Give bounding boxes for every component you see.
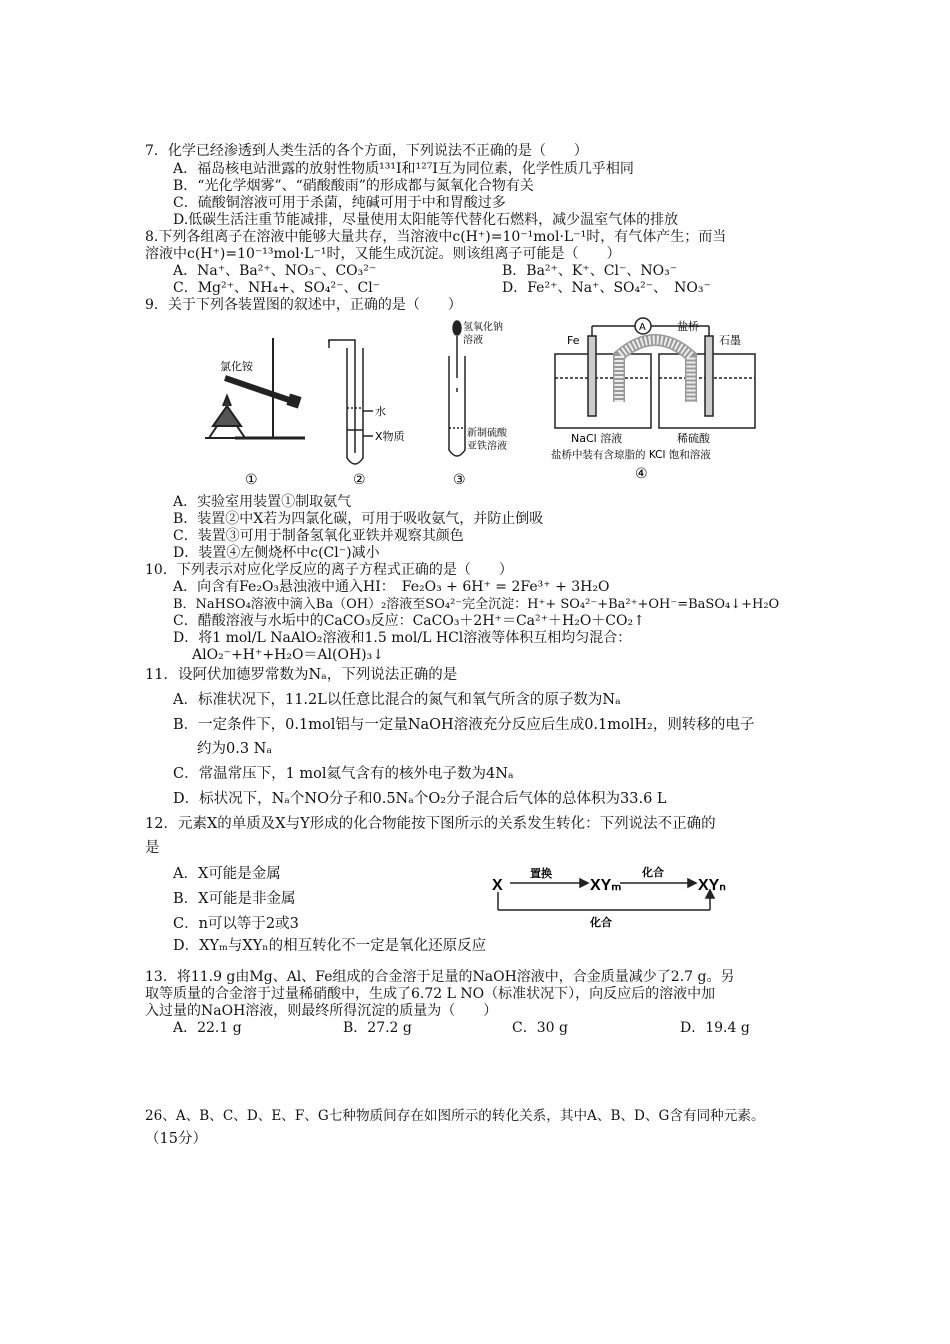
q13-option-c: C．30 g [512, 1020, 568, 1036]
q13-option-a: A．22.1 g [173, 1020, 242, 1036]
q12-option-b: B．X可能是非金属 [173, 891, 296, 907]
diagram-arrow-displacement: 置换 [530, 867, 552, 880]
label-n3: ③ [453, 472, 466, 488]
label-feso4-1: 新制硫酸 [467, 428, 507, 439]
label-n1: ① [245, 472, 258, 488]
q13-stem-line1: 13．将11.9 g由Mg、Al、Fe组成的合金溶于足量的NaOH溶液中，合金质量减少了2.7 g。另 [145, 969, 735, 985]
q12-conversion-diagram [490, 862, 750, 932]
q11-stem: 11．设阿伏加德罗常数为Nₐ，下列说法正确的是 [145, 667, 458, 683]
q13-option-b: B．27.2 g [343, 1020, 412, 1036]
q11-option-a: A．标准状况下，11.2L以任意比混合的氮气和氧气所含的原子数为Nₐ [173, 692, 621, 708]
label-nh4cl: 氯化铵 [220, 360, 253, 373]
caption-4: 盐桥中装有含琼脂的 KCl 饱和溶液 [551, 449, 711, 461]
q10-option-c: C．醋酸溶液与水垢中的CaCO₃反应：CaCO₃＋2H⁺＝Ca²⁺＋H₂O＋CO₂↑ [173, 613, 645, 629]
q7-option-a: A．福岛核电站泄露的放射性物质¹³¹I和¹²⁷I互为同位素，化学性质几乎相同 [173, 161, 634, 177]
q8-option-a: A．Na⁺、Ba²⁺、NO₃⁻、CO₃²⁻ [173, 263, 377, 279]
q10-option-a: A．向含有Fe₂O₃悬浊液中通入HI： Fe₂O₃ + 6H⁺ = 2Fe³⁺ + 3H₂O [173, 579, 610, 595]
q12-option-d: D．XYₘ与XYₙ的相互转化不一定是氧化还原反应 [173, 938, 487, 954]
q9-option-d: D．装置④左侧烧杯中c(Cl⁻)减小 [173, 545, 380, 561]
q8-option-c: C．Mg²⁺、NH₄+、SO₄²⁻、Cl⁻ [173, 280, 381, 296]
q9-option-a: A．实验室用装置①制取氨气 [173, 494, 352, 510]
diagram-xyn: XYₙ [698, 877, 726, 894]
q7-option-d: D.低碳生活注重节能减排，尽量使用太阳能等代替化石燃料，减少温室气体的排放 [173, 212, 679, 228]
label-graphite: 石墨 [719, 334, 741, 347]
diagram-xym: XYₘ [590, 877, 622, 894]
q9-option-c: C．装置③可用于制备氢氧化亚铁并观察其颜色 [173, 528, 464, 544]
q12-option-c: C．n可以等于2或3 [173, 916, 299, 932]
q11-option-c: C．常温常压下，1 mol氦气含有的核外电子数为4Nₐ [173, 766, 514, 782]
q10-option-b: B．NaHSO₄溶液中滴入Ba（OH）₂溶液至SO₄²⁻完全沉淀：H⁺+ SO₄²⁻+Ba²⁺+OH⁻=BaSO₄↓+H₂O [173, 597, 780, 612]
diagram-arrow-combination-2: 化合 [590, 916, 612, 929]
label-ammeter: A [639, 322, 646, 333]
q9-stem: 9．关于下列各装置图的叙述中，正确的是（ ） [145, 297, 462, 313]
q7-stem: 7．化学已经渗透到人类生活的各个方面，下列说法不正确的是（ ） [145, 143, 588, 159]
q9-apparatus-figure [195, 318, 741, 488]
label-salt-bridge: 盐桥 [677, 320, 699, 333]
q10-option-d-line1: D．将1 mol/L NaAlO₂溶液和1.5 mol/L HCl溶液等体积互相均匀混合： [173, 630, 632, 646]
q11-option-b-line2: 约为0.3 Nₐ [197, 741, 272, 757]
q8-stem-line1: 8.下列各组离子在溶液中能够大量共存，当溶液中c(H⁺)=10⁻¹mol·L⁻¹时，有气体产生；而当 [145, 229, 727, 245]
q10-option-d-line2: AlO₂⁻+H⁺+H₂O＝Al(OH)₃↓ [192, 647, 384, 663]
q13-option-d: D．19.4 g [680, 1020, 750, 1036]
label-feso4-2: 亚铁溶液 [467, 441, 507, 452]
label-fe: Fe [567, 334, 580, 347]
q26-stem-line1: 26、A、B、C、D、E、F、G七种物质间存在如图所示的转化关系，其中A、B、D、G含有同种元素。 [145, 1108, 765, 1124]
label-x-substance: X物质 [375, 430, 405, 443]
q12-option-a: A．X可能是金属 [173, 866, 281, 882]
q13-stem-line3: 入过量的NaOH溶液，则最终所得沉淀的质量为（ ） [145, 1003, 498, 1019]
diagram-x: X [492, 877, 503, 894]
q9-option-b: B．装置②中X若为四氯化碳，可用于吸收氨气，并防止倒吸 [173, 511, 544, 527]
label-n2: ② [353, 472, 366, 488]
q11-option-b-line1: B．一定条件下，0.1mol铝与一定量NaOH溶液充分反应后生成0.1molH₂，则转移的电子 [173, 717, 755, 733]
label-naoh-2: 溶液 [463, 335, 483, 346]
label-n4: ④ [635, 466, 648, 482]
q13-stem-line2: 取等质量的合金溶于过量稀硝酸中，生成了6.72 L NO（标准状况下），向反应后的溶液中加 [145, 986, 716, 1002]
q8-option-b: B．Ba²⁺、K⁺、Cl⁻、NO₃⁻ [502, 263, 678, 279]
q7-option-b: B．“光化学烟雾”、“硝酸酸雨”的形成都与氮氧化合物有关 [173, 178, 534, 194]
apparatus-2 [329, 340, 373, 464]
label-h2so4: 稀硫酸 [677, 432, 710, 445]
q12-stem-line2: 是 [145, 840, 160, 856]
label-water: 水 [375, 405, 386, 418]
q7-option-c: C．硫酸铜溶液可用于杀菌，纯碱可用于中和胃酸过多 [173, 195, 506, 211]
q12-stem-line1: 12．元素X的单质及X与Y形成的化合物能按下图所示的关系发生转化：下列说法不正确的 [145, 816, 716, 832]
q26-stem-line2: （15分） [145, 1131, 207, 1147]
q8-stem-line2: 溶液中c(H⁺)=10⁻¹³mol·L⁻¹时，又能生成沉淀。则该组离子可能是（ ） [145, 246, 621, 262]
label-naoh-1: 氢氧化钠 [463, 322, 503, 333]
q8-option-d: D．Fe²⁺、Na⁺、SO₄²⁻、 NO₃⁻ [502, 280, 711, 296]
q10-stem: 10．下列表示对应化学反应的离子方程式正确的是（ ） [145, 562, 513, 578]
apparatus-1 [205, 338, 305, 438]
diagram-arrow-combination-1: 化合 [642, 866, 664, 879]
label-nacl: NaCl 溶液 [571, 432, 623, 445]
q11-option-d: D．标状况下，Nₐ个NO分子和0.5Nₐ个O₂分子混合后气体的总体积为33.6 L [173, 791, 667, 807]
